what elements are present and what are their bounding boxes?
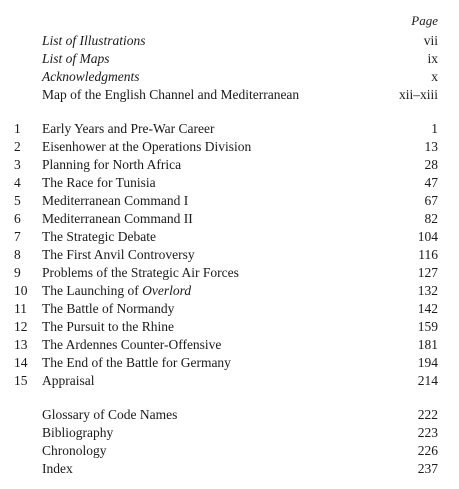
chapter-number: 2 <box>14 139 21 154</box>
chapter-title: The Ardennes Counter-Offensive <box>42 337 222 352</box>
chapter-number: 12 <box>14 319 28 334</box>
front-matter-entry <box>0 86 459 104</box>
page-column-header: Page <box>411 13 438 28</box>
chapter-title-italic: Overlord <box>142 283 192 298</box>
chapter-title-prefix: The Launching of <box>42 283 143 298</box>
chapter-page: 159 <box>417 319 438 334</box>
chapter-page: 1 <box>431 121 438 136</box>
chapter-number: 11 <box>14 301 27 316</box>
chapter-number: 10 <box>14 283 28 298</box>
entry-page: x <box>431 69 438 84</box>
back-matter-entry <box>0 460 459 478</box>
front-matter-entry <box>0 32 459 50</box>
chapter-title: The Battle of Normandy <box>42 301 175 316</box>
entry-title: Index <box>42 461 73 476</box>
entry-page: ix <box>427 51 438 66</box>
chapter-number: 5 <box>14 193 21 208</box>
chapter-page: 47 <box>424 175 438 190</box>
chapter-number: 6 <box>14 211 21 226</box>
chapter-page: 28 <box>424 157 438 172</box>
chapter-entry <box>0 354 459 372</box>
chapter-page: 194 <box>417 355 438 370</box>
back-matter-entry <box>0 406 459 424</box>
chapter-entry <box>0 264 459 282</box>
chapter-title: The Race for Tunisia <box>42 175 156 190</box>
chapter-page: 67 <box>424 193 438 208</box>
entry-page: 226 <box>417 443 438 458</box>
chapter-number: 8 <box>14 247 21 262</box>
chapter-page: 132 <box>417 283 438 298</box>
chapter-page: 127 <box>417 265 438 280</box>
chapter-page: 104 <box>417 229 438 244</box>
entry-title: Map of the English Channel and Mediterranean <box>42 87 300 102</box>
chapter-entry <box>0 300 459 318</box>
chapter-entry <box>0 210 459 228</box>
entry-title: List of Illustrations <box>42 33 146 48</box>
chapter-number: 14 <box>14 355 28 370</box>
chapter-entry <box>0 336 459 354</box>
chapter-number: 4 <box>14 175 21 190</box>
chapter-entry <box>0 246 459 264</box>
chapter-page: 116 <box>418 247 438 262</box>
chapter-page: 142 <box>417 301 438 316</box>
entry-title: List of Maps <box>42 51 110 66</box>
entry-page: 237 <box>417 461 438 476</box>
chapter-page: 214 <box>417 373 438 388</box>
entry-title: Acknowledgments <box>42 69 140 84</box>
chapter-page: 82 <box>424 211 438 226</box>
back-matter-entry <box>0 424 459 442</box>
chapter-number: 9 <box>14 265 21 280</box>
entry-title: Chronology <box>42 443 107 458</box>
front-matter-entry <box>0 50 459 68</box>
chapter-number: 1 <box>14 121 21 136</box>
chapter-entry <box>0 192 459 210</box>
entry-title: Bibliography <box>42 425 114 440</box>
chapter-entry <box>0 372 459 390</box>
entry-page: 222 <box>417 407 438 422</box>
chapter-title: The End of the Battle for Germany <box>42 355 231 370</box>
chapter-number: 13 <box>14 337 28 352</box>
chapter-entry <box>0 228 459 246</box>
chapter-entry <box>0 174 459 192</box>
back-matter-entry <box>0 442 459 460</box>
entry-page: 223 <box>417 425 438 440</box>
chapter-page: 181 <box>417 337 438 352</box>
chapter-page: 13 <box>424 139 438 154</box>
chapter-title: The First Anvil Controversy <box>42 247 195 262</box>
chapter-entry <box>0 120 459 138</box>
entry-page: vii <box>423 33 438 48</box>
chapter-number: 7 <box>14 229 21 244</box>
chapter-entry <box>0 282 459 300</box>
entry-page: xii–xiii <box>398 87 438 102</box>
chapter-number: 3 <box>14 157 21 172</box>
chapter-entry <box>0 138 459 156</box>
chapter-entry <box>0 156 459 174</box>
chapter-title: Mediterranean Command II <box>42 211 193 226</box>
chapter-title <box>42 282 191 300</box>
chapter-title: The Pursuit to the Rhine <box>42 319 174 334</box>
chapter-entry <box>0 318 459 336</box>
chapter-number: 15 <box>14 373 28 388</box>
chapter-title: Eisenhower at the Operations Division <box>42 139 252 154</box>
chapter-title: Appraisal <box>42 373 95 388</box>
chapter-title: The Strategic Debate <box>42 229 156 244</box>
chapter-title: Problems of the Strategic Air Forces <box>42 265 239 280</box>
front-matter-entry <box>0 68 459 86</box>
entry-title: Glossary of Code Names <box>42 407 178 422</box>
chapter-title: Early Years and Pre-War Career <box>42 121 215 136</box>
chapter-title: Planning for North Africa <box>42 157 182 172</box>
chapter-title: Mediterranean Command I <box>42 193 189 208</box>
